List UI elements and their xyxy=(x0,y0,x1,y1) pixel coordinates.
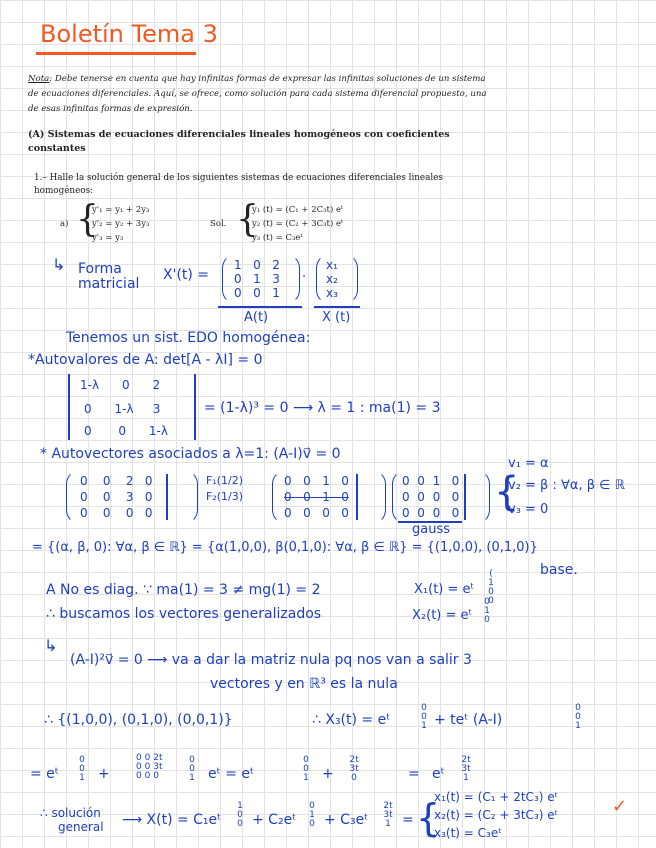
dot-operator: · xyxy=(302,270,307,285)
cell: 1 xyxy=(189,773,195,783)
xprime-label: X'(t) = xyxy=(163,267,210,283)
sol-general-2: general xyxy=(58,820,104,834)
cell: 2 xyxy=(125,474,134,488)
aug3-row1 xyxy=(402,474,459,488)
cell: 1 xyxy=(272,286,280,300)
underbrace-a xyxy=(218,306,302,308)
cell: 0 xyxy=(80,506,88,520)
buscamos-line: ∴ buscamos los vectores generalizados xyxy=(46,606,322,622)
sol-1: y₁ (t) = (C₁ + 2C₃t) eᵗ xyxy=(252,205,344,215)
system-a-label: a) xyxy=(60,219,69,229)
system-a-eq3: y'₃ = y₃ xyxy=(92,233,124,243)
cell: 0 xyxy=(341,474,349,488)
mat-3t xyxy=(136,754,162,781)
plus-sign: + xyxy=(322,766,334,782)
arrow-icon: ↳ xyxy=(44,636,58,655)
final-x1: x₁(t) = (C₁ + 2tC₃) eᵗ xyxy=(434,790,559,804)
cell: 0 xyxy=(144,753,151,763)
cell: 0 xyxy=(451,506,460,520)
cell: 0 xyxy=(303,764,309,774)
arrow-icon: ↳ xyxy=(52,255,66,274)
forma-label: Forma xyxy=(78,261,122,277)
final-x2: x₂(t) = (C₂ + 3tC₃) eᵗ xyxy=(434,808,559,822)
cell: 0 xyxy=(189,764,195,774)
cell: 0 xyxy=(402,490,410,504)
basis-set: ∴ {(1,0,0), (0,1,0), (0,0,1)} xyxy=(44,712,233,728)
det-bar-left xyxy=(68,374,70,440)
x3-line: ∴ X₃(t) = eᵗ xyxy=(312,712,391,728)
page-title: Boletín Tema 3 xyxy=(40,20,218,48)
aug2-row1 xyxy=(284,474,349,488)
vec-2t3t1 xyxy=(458,756,474,783)
cell: 1-λ xyxy=(114,402,134,416)
ai2-line: (A-I)²v⃗ = 0 ⟶ va a dar la matriz nula pq nos van a salir 3 xyxy=(70,652,472,668)
cell: 1 xyxy=(234,258,242,272)
matricial-label: matricial xyxy=(78,276,140,292)
det-bar-right xyxy=(194,374,196,440)
cell: 0 xyxy=(136,762,142,772)
cell: 0 xyxy=(432,490,441,504)
det-row3 xyxy=(84,424,168,438)
plus-sign: + xyxy=(98,766,110,782)
cell: 1 xyxy=(488,578,494,588)
et-factor: eᵗ xyxy=(432,766,445,782)
v2-line: v₂ = β : ∀α, β ∈ ℝ xyxy=(508,478,625,493)
cell: 1 xyxy=(79,773,85,783)
cell: 1 xyxy=(322,474,330,488)
matrix-a-row1 xyxy=(234,258,280,272)
cell: 2t xyxy=(153,753,163,763)
eq-sign: = xyxy=(408,766,420,782)
cell: 0 xyxy=(303,490,311,504)
matrix-a-row2 xyxy=(234,272,280,286)
c2-term: + C₂eᵗ xyxy=(252,812,297,828)
left-brace: { xyxy=(76,199,99,240)
span-line: = {(α, β, 0): ∀α, β ∈ ℝ} = {α(1,0,0), β(0,1,0): ∀α, β ∈ ℝ} = {(1,0,0), (0,1,0)} xyxy=(32,540,538,555)
vector-x2: x₂ xyxy=(326,272,338,286)
vec-2t3t0 xyxy=(346,756,362,783)
cell: 3t xyxy=(349,764,359,774)
cell: 0 xyxy=(322,506,330,520)
cell: 1 xyxy=(237,801,243,811)
cell: 1 xyxy=(421,721,427,731)
system-a-eq1: y'₁ = y₁ + 2y₃ xyxy=(92,205,150,215)
cell: 0 xyxy=(432,506,441,520)
cell: 2t xyxy=(349,755,359,765)
cell: 3 xyxy=(152,402,161,416)
aug1-row3 xyxy=(80,506,153,520)
cell: 0 xyxy=(189,755,195,765)
row-op-1: F₁(1/2) xyxy=(206,474,244,487)
cell: 0 xyxy=(303,506,311,520)
aug2-row3 xyxy=(284,506,349,520)
matrix-a-row3 xyxy=(234,286,280,300)
cell: 0 xyxy=(125,506,134,520)
cell: 1 xyxy=(575,721,581,731)
cell: 1 xyxy=(309,810,315,820)
cell: 2 xyxy=(272,258,280,272)
cell: 0 xyxy=(341,490,349,504)
cell: 0 xyxy=(417,506,425,520)
system-a-eq2: y'₂ = y₂ + 3y₃ xyxy=(92,219,150,229)
cell: 0 xyxy=(237,819,243,829)
cell: 0 xyxy=(234,286,242,300)
xt-eq: ⟶ X(t) = C₁eᵗ xyxy=(122,812,222,828)
x3-vec-a xyxy=(418,704,430,731)
cell: 1 xyxy=(322,490,330,504)
row-op-2: F₂(1/3) xyxy=(206,490,244,503)
x1-solution: X₁(t) = eᵗ xyxy=(414,582,475,597)
underbrace-x xyxy=(314,306,360,308)
x1-vector: ( 1 0 0 xyxy=(488,569,494,606)
vector-x1: x₁ xyxy=(326,258,338,272)
gauss-label: gauss xyxy=(412,522,451,537)
cell: 0 xyxy=(136,771,142,781)
autovectores-line: * Autovectores asociados a λ=1: (A-I)v⃗ = 0 xyxy=(40,446,341,462)
cell: 0 xyxy=(144,490,153,504)
cell: 0 xyxy=(153,771,159,781)
cell: 1 xyxy=(253,272,261,286)
eq-sign: = xyxy=(402,812,414,828)
cell: 0 xyxy=(341,506,349,520)
c1-vec xyxy=(234,802,246,829)
note-text: : Debe tenerse en cuenta que hay infinitas formas de expresar las infinitas soluciones de un sistema de ecuaciones diferenciales. Aquí, se ofrece, como solución para cada sistema diferencial propuesto, una de esas infinitas formas de expresión. xyxy=(28,74,487,114)
cell: 0 xyxy=(402,474,410,488)
eq-line-start: = eᵗ xyxy=(30,766,59,782)
det-row2 xyxy=(84,402,160,416)
cell: 0 xyxy=(488,596,494,606)
aug2-row2-struck xyxy=(284,490,349,504)
check-icon: ✓ xyxy=(612,796,628,817)
cell: 0 xyxy=(402,506,410,520)
vec-unit3 xyxy=(186,756,198,783)
c2-vec xyxy=(306,802,318,829)
cell: 0 xyxy=(79,764,85,774)
cell: 0 xyxy=(303,755,309,765)
aug-bar xyxy=(166,474,168,520)
c3-vec xyxy=(380,802,396,829)
vec-unit3 xyxy=(300,756,312,783)
x2-solution: X₂(t) = eᵗ xyxy=(412,608,473,623)
x3-vec-b xyxy=(572,704,584,731)
cell: 0 xyxy=(80,490,88,504)
cell: 0 xyxy=(488,587,494,597)
cell: 0 xyxy=(284,490,292,504)
left-brace: { xyxy=(416,796,441,840)
ai2-line-b: vectores y en ℝ³ es la nula xyxy=(210,676,398,692)
vec-unit3 xyxy=(76,756,88,783)
aug3-row2 xyxy=(402,490,459,504)
eq-line-et: eᵗ = eᵗ xyxy=(208,766,255,782)
cell: 0 xyxy=(484,597,490,607)
cell: 0 xyxy=(234,272,242,286)
aug-bar xyxy=(356,474,358,520)
cell: 0 xyxy=(118,424,126,438)
problem-1-statement: 1.– Halle la solución general de los siguientes sistemas de ecuaciones diferenciales lineales homogéneos: xyxy=(34,173,443,196)
aug3-row3 xyxy=(402,506,459,520)
cell: 0 xyxy=(79,755,85,765)
x3-mid: + teᵗ (A-I) xyxy=(434,712,503,728)
sol-general-1: ∴ solución xyxy=(40,806,101,820)
det-result: = (1-λ)³ = 0 ⟶ λ = 1 : ma(1) = 3 xyxy=(204,400,441,416)
cell: 0 xyxy=(351,773,357,783)
cell: 0 xyxy=(421,712,427,722)
cell: 1 xyxy=(484,606,490,616)
cell: 0 xyxy=(303,474,311,488)
x-t-label: X (t) xyxy=(322,310,351,325)
cell: 0 xyxy=(484,615,490,625)
cell: 0 xyxy=(84,424,92,438)
cell: 0 xyxy=(102,490,111,504)
cell: 0 xyxy=(575,703,581,713)
sol-3: y₃ (t) = C₃eᵗ xyxy=(252,233,303,243)
det-row1 xyxy=(80,378,160,392)
cell: 2t xyxy=(383,801,393,811)
cell: 0 xyxy=(451,490,460,504)
a-t-label: A(t) xyxy=(244,310,269,325)
cell: 0 xyxy=(136,753,142,763)
x2-vector xyxy=(480,598,494,625)
autovalores-line: *Autovalores de A: det[A - λI] = 0 xyxy=(28,352,263,368)
left-brace: { xyxy=(236,199,259,240)
tenemos-line: Tenemos un sist. EDO homogénea: xyxy=(66,330,311,346)
cell: 0 xyxy=(253,258,261,272)
cell: 0 xyxy=(284,506,292,520)
note-label: Nota xyxy=(28,74,50,84)
cell: 2 xyxy=(152,378,161,392)
cell: 1 xyxy=(463,773,469,783)
cell: 0 xyxy=(421,703,427,713)
cell: 1-λ xyxy=(80,378,100,392)
cell: 0 xyxy=(575,712,581,722)
cell: 0 xyxy=(253,286,261,300)
v1-line: v₁ = α xyxy=(508,456,549,471)
cell: 0 xyxy=(102,506,111,520)
no-diag-line: A No es diag. ∵ ma(1) = 3 ≠ mg(1) = 2 xyxy=(46,582,321,598)
cell: 0 xyxy=(237,810,243,820)
sol-label: Sol. xyxy=(210,219,227,229)
cell: 1 xyxy=(432,474,441,488)
c3-term: + C₃eᵗ xyxy=(324,812,369,828)
cell: 0 xyxy=(309,819,315,829)
title-underline xyxy=(36,52,196,55)
aug1-row1 xyxy=(80,474,153,488)
cell: 3 xyxy=(125,490,134,504)
section-a-heading: (A) Sistemas de ecuaciones diferenciales lineales homogéneos con coeficientes constantes xyxy=(28,129,450,154)
final-x3: x₃(t) = C₃eᵗ xyxy=(434,826,502,840)
cell: 0 xyxy=(102,474,111,488)
base-label: base. xyxy=(540,562,578,578)
cell: 0 xyxy=(284,474,292,488)
cell: 3t xyxy=(461,764,471,774)
cell: 0 xyxy=(80,474,88,488)
note-paragraph xyxy=(28,72,488,117)
left-brace: { xyxy=(494,469,520,515)
cell: 2t xyxy=(461,755,471,765)
cell: 3 xyxy=(272,272,280,286)
aug-bar xyxy=(464,474,466,520)
cell: 0 xyxy=(144,506,153,520)
cell: 3t xyxy=(383,810,393,820)
cell: 0 xyxy=(144,771,151,781)
cell: 0 xyxy=(121,378,130,392)
cell: 0 xyxy=(309,801,315,811)
sol-2: y₂ (t) = (C₂ + 3C₃t) eᵗ xyxy=(252,219,344,229)
cell: 3t xyxy=(153,762,163,772)
vector-x3: x₃ xyxy=(326,286,338,300)
cell: 1 xyxy=(303,773,309,783)
cell: 0 xyxy=(144,474,153,488)
cell: 0 xyxy=(417,490,425,504)
cell: 1-λ xyxy=(148,424,168,438)
cell: 0 xyxy=(451,474,460,488)
cell: 0 xyxy=(84,402,92,416)
cell: 1 xyxy=(385,819,391,829)
v3-line: v₃ = 0 xyxy=(508,502,549,517)
cell: 0 xyxy=(144,762,151,772)
cell: 0 xyxy=(417,474,425,488)
aug1-row2 xyxy=(80,490,153,504)
